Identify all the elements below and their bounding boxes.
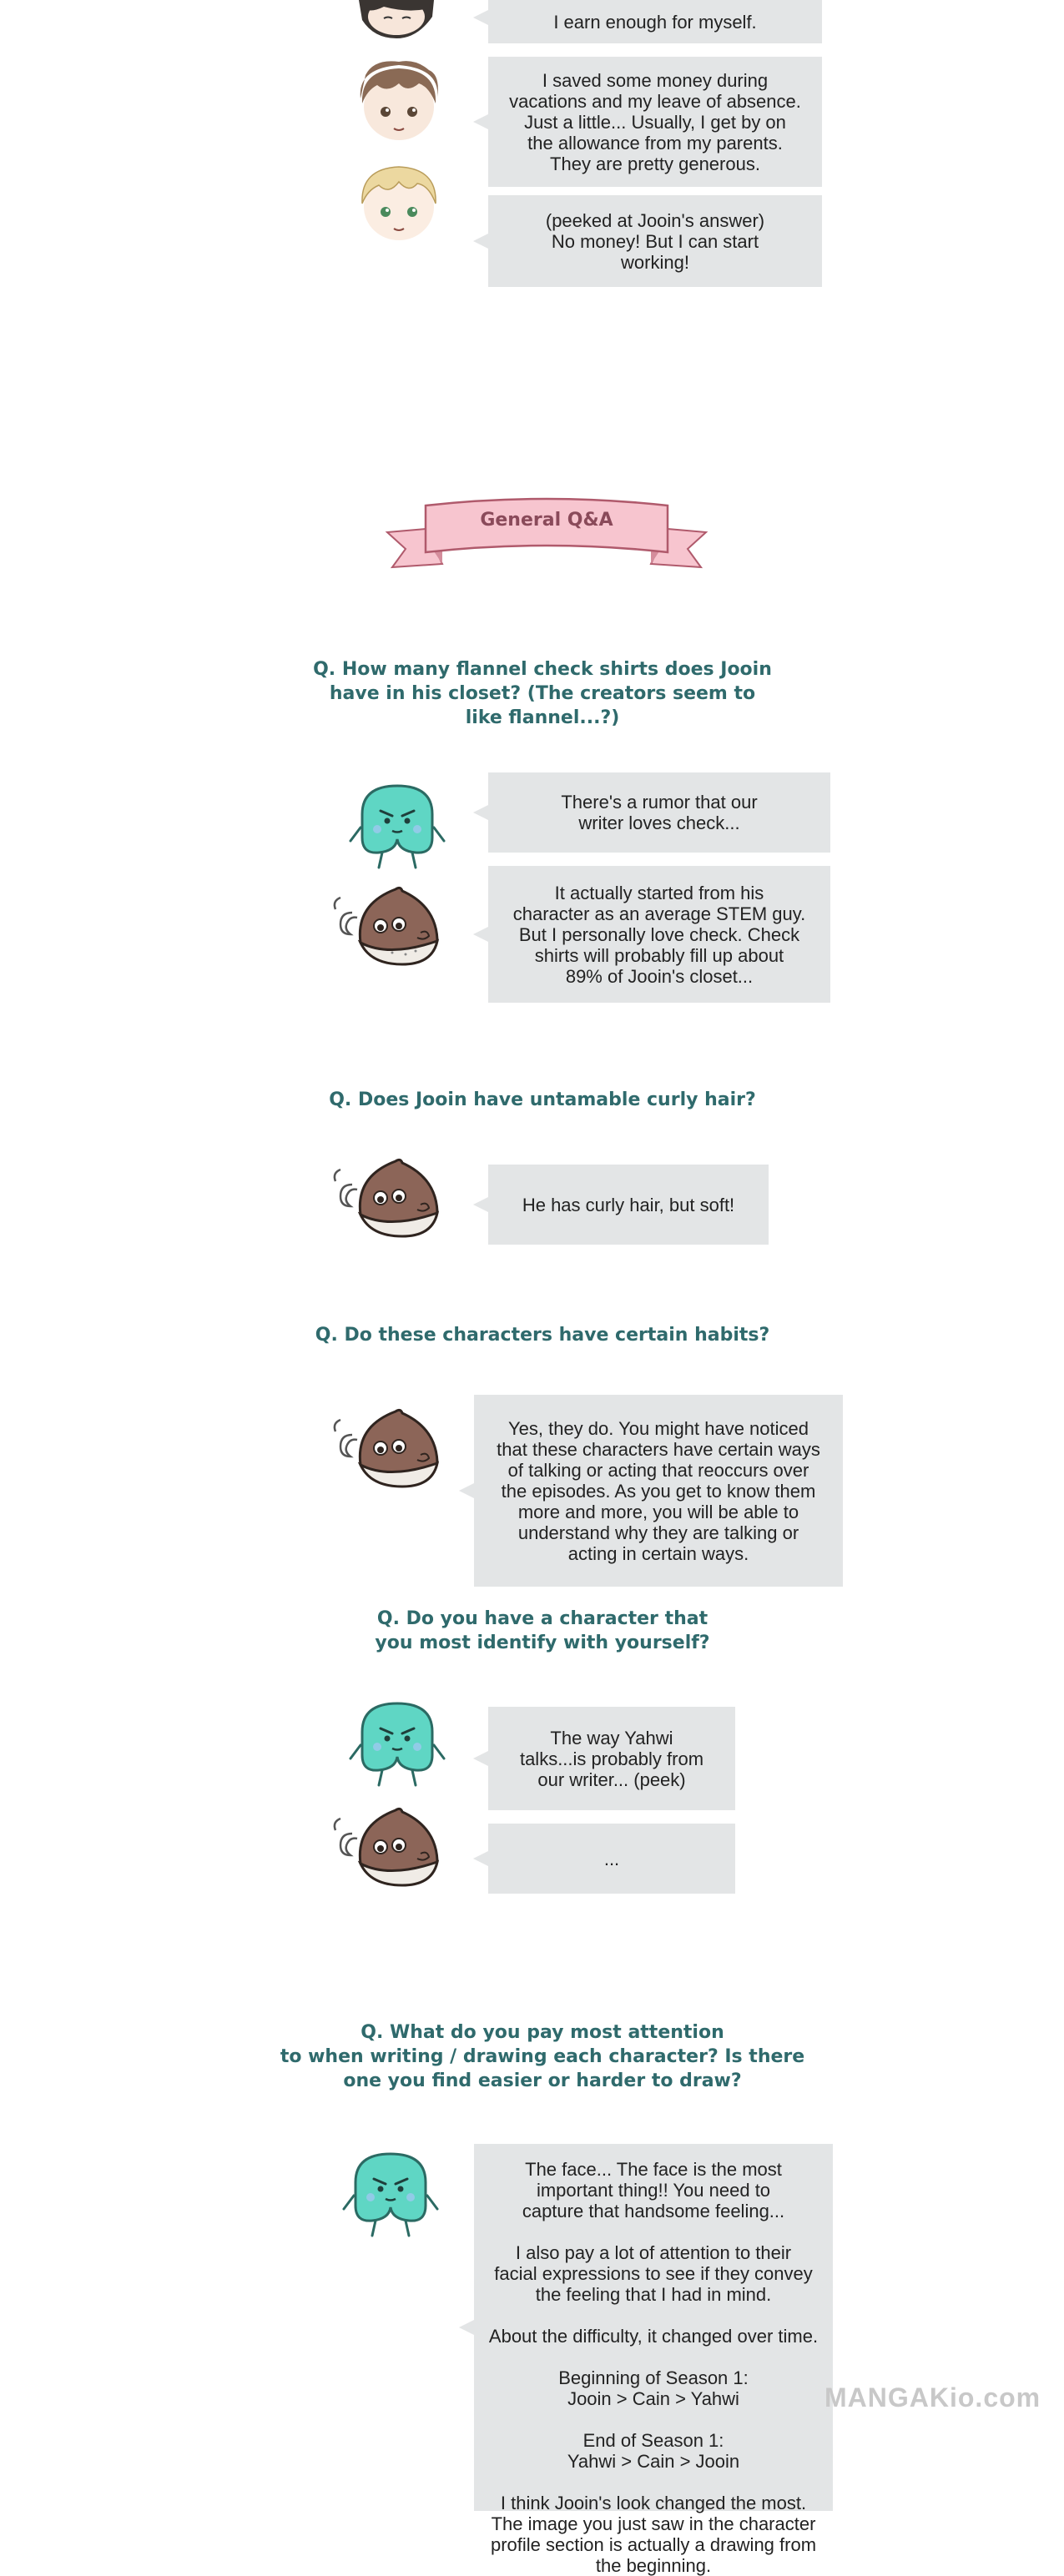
question-heading: Q. Do you have a character that you most identify with yourself? xyxy=(375,1608,710,1653)
question-heading: Q. What do you pay most attention to when writing / drawing each character? Is there one you find easier or harder to draw? xyxy=(280,2022,805,2091)
answer-bubble: I earn enough for myself. xyxy=(488,0,822,43)
general-qa-banner xyxy=(384,491,709,584)
chestnut-mascot-icon xyxy=(322,881,447,974)
answer-bubble: (peeked at Jooin's answer) No money! But I can start working! xyxy=(488,195,822,287)
site-watermark: MANGAKio.com xyxy=(824,2382,1041,2412)
answer-bubble: I saved some money during vacations and my leave of absence. Just a little... Usually, I get by on the allowance from my parents. They are pretty generous. xyxy=(488,57,822,187)
mint-mascot-icon xyxy=(345,781,451,873)
question-heading: Q. Does Jooin have untamable curly hair? xyxy=(329,1089,756,1110)
question-heading: Q. Do these characters have certain habits? xyxy=(315,1325,770,1346)
answer-bubble: It actually started from his character as an average STEM guy. But I personally love check. Check shirts will probably fill up about 89% of Jooin's closet... xyxy=(488,866,830,1003)
brown-haired-character-avatar xyxy=(349,58,449,150)
banner-title: General Q&A xyxy=(480,510,613,531)
dark-haired-character-avatar xyxy=(350,0,442,40)
blond-character-avatar xyxy=(349,160,449,250)
answer-bubble: There's a rumor that our writer loves check... xyxy=(488,772,830,853)
answer-bubble: The face... The face is the most important thing!! You need to capture that handsome feeling... I also pay a lot of attention to their facial expressions to see if they convey the feeling that I had in mind. About the difficulty, it changed over time. Beginning of Season 1: Jooin > Cain > Yahwi End of Season 1: Yahwi > Cain > Jooin I think Jooin's look changed the most. The image you just saw in the character profile section is actually a drawing from the beginning. xyxy=(474,2144,833,2511)
answer-bubble: The way Yahwi talks...is probably from our writer... (peek) xyxy=(488,1707,735,1810)
question-heading: Q. How many flannel check shirts does Jooin have in his closet? (The creators seem to like flannel...?) xyxy=(313,659,772,728)
mint-mascot-icon xyxy=(339,2149,444,2241)
chestnut-mascot-icon xyxy=(322,1802,447,1895)
answer-bubble: ... xyxy=(488,1824,735,1894)
answer-bubble: Yes, they do. You might have noticed that these characters have certain ways of talking or acting that reoccurs over the episodes. As you get to know them more and more, you will be able to understand why they are talking or acting in certain ways. xyxy=(474,1395,843,1587)
mint-mascot-icon xyxy=(345,1698,451,1790)
answer-bubble: He has curly hair, but soft! xyxy=(488,1165,769,1245)
chestnut-mascot-icon xyxy=(322,1153,447,1246)
chestnut-mascot-icon xyxy=(322,1403,447,1497)
